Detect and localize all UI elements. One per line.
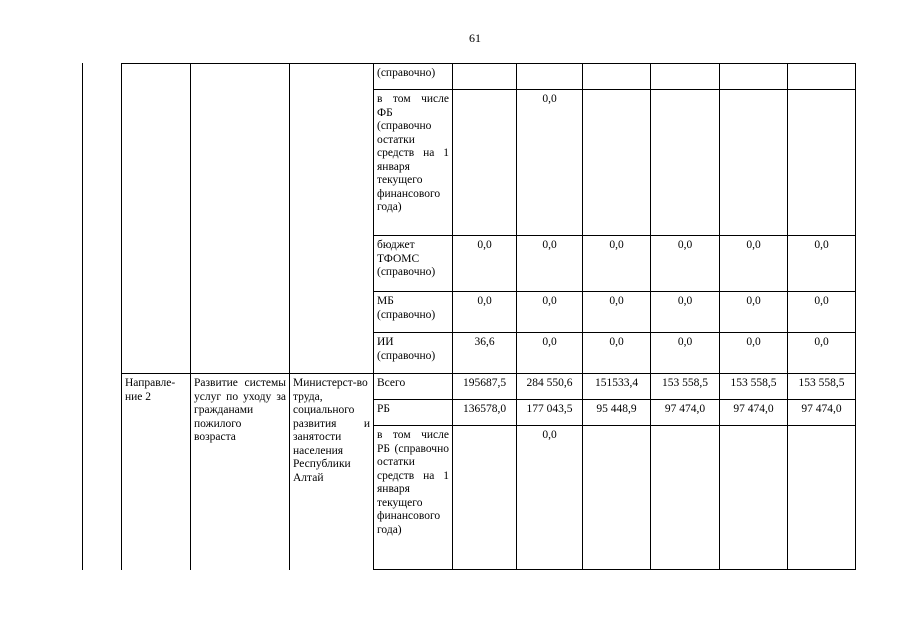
value-cell [788,90,856,236]
value-cell: 151533,4 [583,374,651,400]
value-cell: 153 558,5 [788,374,856,400]
value-cell [453,64,517,90]
value-cell: 0,0 [453,236,517,292]
table-row [122,374,856,400]
source-label: в том числе РБ (справочно остатки средств на 1 января текущего финансового года) [374,426,453,570]
source-label: РБ [374,400,453,426]
value-cell: 0,0 [651,236,720,292]
value-cell [517,64,583,90]
block1-col1-cell [122,64,191,374]
value-cell: 0,0 [517,236,583,292]
value-cell: 0,0 [720,292,788,333]
value-cell [651,426,720,570]
value-cell: 36,6 [453,333,517,374]
value-cell [583,426,651,570]
value-cell: 0,0 [453,292,517,333]
value-cell: 177 043,5 [517,400,583,426]
budget-table [121,63,856,570]
value-cell [788,64,856,90]
value-cell: 0,0 [517,333,583,374]
value-cell: 0,0 [651,333,720,374]
value-cell: 0,0 [720,236,788,292]
value-cell: 153 558,5 [651,374,720,400]
value-cell [788,426,856,570]
value-cell: 97 474,0 [651,400,720,426]
value-cell: 153 558,5 [720,374,788,400]
value-cell [583,64,651,90]
value-cell: 0,0 [583,236,651,292]
source-label: (справочно) [374,64,453,90]
value-cell: 0,0 [651,292,720,333]
value-cell: 136578,0 [453,400,517,426]
value-cell [651,64,720,90]
value-cell [651,90,720,236]
value-cell: 0,0 [788,236,856,292]
value-cell [583,90,651,236]
direction-label: Направле-ние 2 [122,374,191,570]
source-label: ИИ (справочно) [374,333,453,374]
value-cell: 95 448,9 [583,400,651,426]
value-cell: 195687,5 [453,374,517,400]
responsible-executor: Министерст-во труда, социального развития и занятости населения Республики Алтай [290,374,374,570]
block1-col2-cell [191,64,290,374]
page-number: 61 [469,31,481,45]
value-cell [453,426,517,570]
value-cell [720,90,788,236]
source-label: МБ (справочно) [374,292,453,333]
left-border-line [82,63,83,570]
value-cell: 97 474,0 [788,400,856,426]
value-cell [720,64,788,90]
value-cell: 0,0 [583,333,651,374]
source-label: в том числе ФБ (справочно остатки средств на 1 января текущего финансового года) [374,90,453,236]
block1-col3-cell [290,64,374,374]
value-cell: 0,0 [517,90,583,236]
value-cell: 0,0 [517,426,583,570]
value-cell: 0,0 [788,292,856,333]
value-cell: 0,0 [788,333,856,374]
value-cell: 284 550,6 [517,374,583,400]
value-cell [720,426,788,570]
source-label: Всего [374,374,453,400]
value-cell [453,90,517,236]
table-row [122,64,856,90]
value-cell: 0,0 [517,292,583,333]
value-cell: 0,0 [720,333,788,374]
source-label: бюджет ТФОМС (справочно) [374,236,453,292]
value-cell: 97 474,0 [720,400,788,426]
value-cell: 0,0 [583,292,651,333]
direction-name: Развитие системы услуг по уходу за гражданами пожилого возраста [191,374,290,570]
